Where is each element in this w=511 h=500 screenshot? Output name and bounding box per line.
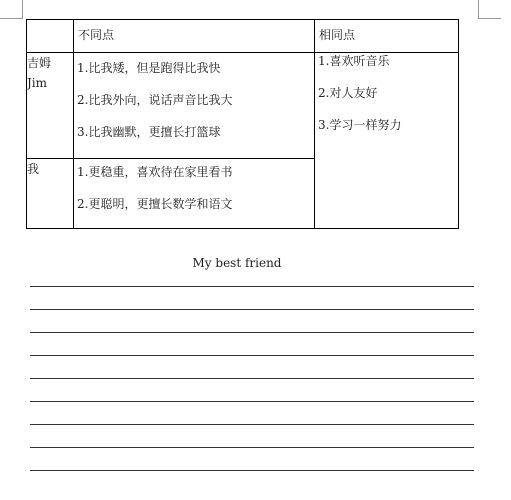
table-header-row	[27, 20, 459, 53]
writing-line	[30, 401, 474, 402]
header-blank-cell	[27, 20, 74, 53]
jim-difference-1: 1.比我矮，但是跑得比我快	[77, 61, 221, 75]
table-row-jim	[27, 53, 459, 159]
writing-line	[30, 286, 474, 287]
jim-name-zh: 吉姆	[27, 56, 52, 70]
essay-title: My best friend	[192, 256, 282, 270]
header-similarities-label: 相同点	[319, 28, 356, 42]
me-name-cell	[27, 159, 74, 229]
jim-name-en: Jim	[27, 76, 48, 90]
writing-line	[30, 424, 474, 425]
header-differences-cell	[74, 20, 315, 53]
writing-lines-area[interactable]	[30, 286, 474, 493]
jim-difference-3: 3.比我幽默，更擅长打篮球	[77, 125, 221, 139]
me-name-zh: 我	[27, 162, 40, 176]
writing-line	[30, 355, 474, 356]
similarity-3: 3.学习一样努力	[318, 118, 402, 132]
header-blank-label	[27, 20, 73, 26]
similarity-1: 1.喜欢听音乐	[318, 54, 390, 68]
page-corner-mark-left	[0, 0, 23, 19]
writing-line	[30, 332, 474, 333]
jim-name-cell	[27, 53, 74, 159]
header-differences-label: 不同点	[78, 28, 115, 42]
comparison-table	[26, 19, 459, 229]
writing-line	[30, 470, 474, 471]
me-difference-1: 1.更稳重，喜欢待在家里看书	[77, 165, 233, 179]
similarity-2: 2.对人友好	[318, 86, 378, 100]
header-similarities-cell	[315, 20, 459, 53]
writing-line	[30, 378, 474, 379]
similarities-cell	[315, 53, 459, 229]
me-differences-cell	[74, 159, 315, 229]
me-difference-2: 2.更聪明，更擅长数学和语文	[77, 197, 233, 211]
writing-line	[30, 447, 474, 448]
jim-difference-2: 2.比我外向，说话声音比我大	[77, 93, 233, 107]
jim-differences-cell	[74, 53, 315, 159]
writing-line	[30, 309, 474, 310]
page-corner-mark-right	[478, 0, 501, 19]
